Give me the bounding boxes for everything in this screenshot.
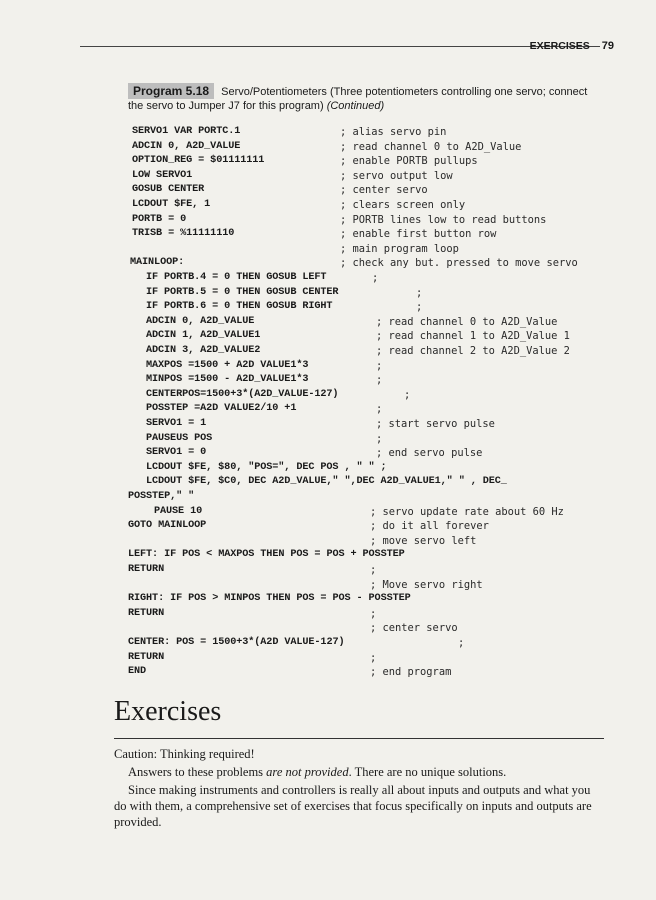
code-comment: ; enable PORTB pullups [340, 155, 478, 167]
code-statement: LCDOUT $FE, $80, "POS=", DEC POS , " " ; [146, 462, 387, 473]
code-comment: ; clears screen only [340, 199, 466, 211]
code-comment: ; [376, 360, 383, 372]
code-statement: IF PORTB.5 = 0 THEN GOSUB CENTER [146, 287, 339, 298]
code-comment: ; [372, 272, 379, 284]
running-header [530, 40, 614, 52]
code-statement: PAUSE 10 [154, 506, 203, 517]
code-statement: LCDOUT $FE, $C0, DEC A2D_VALUE," ",DEC A2D_VALUE1," " , DEC_ [146, 476, 507, 487]
code-statement: LOW SERVO1 [132, 170, 193, 181]
code-comment: ; [370, 608, 377, 620]
code-statement: GOSUB CENTER [132, 184, 205, 195]
code-statement: PAUSEUS POS [146, 433, 213, 444]
answers-text-b: . There are no unique solutions. [348, 765, 507, 779]
code-comment: ; servo output low [340, 170, 453, 182]
code-comment: ; [376, 433, 383, 445]
code-statement: IF PORTB.6 = 0 THEN GOSUB RIGHT [146, 301, 333, 312]
code-statement: ADCIN 3, A2D_VALUE2 [146, 345, 261, 356]
program-title: Servo/Potentiometers (Three potentiometers controlling one servo; connect the servo to Jumper J7 for this program) [128, 86, 588, 112]
code-statement: MAXPOS =1500 + A2D VALUE1*3 [146, 360, 309, 371]
code-statement: POSSTEP =A2D VALUE2/10 +1 [146, 403, 297, 414]
code-statement: SERVO1 = 0 [146, 447, 207, 458]
program-continued: (Continued) [326, 100, 385, 112]
code-statement: RIGHT: IF POS > MINPOS THEN POS = POS - POSSTEP [128, 593, 411, 604]
caution-text: Caution: Thinking required! [114, 747, 255, 761]
program-label: Program 5.18 [128, 83, 214, 99]
code-comment: ; read channel 1 to A2D_Value 1 [376, 330, 570, 342]
code-statement: GOTO MAINLOOP [128, 520, 207, 531]
code-comment: ; end program [370, 666, 452, 678]
running-header-section: EXERCISES [529, 40, 590, 52]
code-statement: MAINLOOP: [130, 257, 185, 268]
answers-text-em: are not provided [266, 765, 349, 779]
code-statement: LEFT: IF POS < MAXPOS THEN POS = POS + POSSTEP [128, 549, 405, 560]
page-number: 79 [601, 40, 614, 52]
intro-paragraph: Since making instruments and controllers is really all about inputs and outputs and what you do with them, a comprehensive set of exercises that focus specifically on inputs and outputs are provided. [114, 783, 592, 829]
exercises-heading: Exercises [114, 696, 222, 727]
code-statement: IF PORTB.4 = 0 THEN GOSUB LEFT [146, 272, 327, 283]
answers-text-a: Answers to these problems [128, 765, 267, 779]
code-statement: CENTERPOS=1500+3*(A2D_VALUE-127) [146, 389, 339, 400]
exercises-rule [114, 738, 604, 739]
program-caption [128, 84, 598, 113]
code-statement: ADCIN 0, A2D_VALUE [132, 141, 241, 152]
code-comment: ; read channel 0 to A2D_Value [376, 316, 558, 328]
code-statement: OPTION_REG = $01111111 [132, 155, 265, 166]
code-comment: ; [376, 403, 383, 415]
code-statement: POSSTEP," " [128, 491, 195, 502]
code-comment: ; [416, 301, 423, 313]
code-comment: ; read channel 0 to A2D_Value [340, 141, 522, 153]
code-statement: RETURN [128, 608, 165, 619]
code-comment: ; [376, 374, 383, 386]
code-statement: RETURN [128, 652, 165, 663]
header-rule [80, 46, 600, 47]
code-comment: ; center servo [340, 184, 428, 196]
code-comment: ; PORTB lines low to read buttons [340, 214, 547, 226]
code-comment: ; [370, 652, 377, 664]
code-comment: ; [416, 287, 423, 299]
code-statement: LCDOUT $FE, 1 [132, 199, 211, 210]
code-comment: ; alias servo pin [340, 126, 447, 138]
code-comment: ; servo update rate about 60 Hz [370, 506, 564, 518]
code-comment: ; read channel 2 to A2D_Value 2 [376, 345, 570, 357]
code-statement: END [128, 666, 147, 677]
code-comment: ; move servo left [370, 535, 477, 547]
code-statement: SERVO1 = 1 [146, 418, 207, 429]
code-comment: ; check any but. pressed to move servo [340, 257, 578, 269]
answers-paragraph [114, 764, 606, 780]
code-comment: ; Move servo right [370, 579, 483, 591]
code-comment: ; [458, 637, 465, 649]
code-comment: ; center servo [370, 622, 458, 634]
code-comment: ; [404, 389, 411, 401]
code-comment: ; do it all forever [370, 520, 489, 532]
code-statement: CENTER: POS = 1500+3*(A2D VALUE-127) [128, 637, 345, 648]
code-comment: ; [370, 564, 377, 576]
code-comment: ; main program loop [340, 243, 459, 255]
code-comment: ; start servo pulse [376, 418, 495, 430]
code-comment: ; enable first button row [340, 228, 497, 240]
code-statement: ADCIN 1, A2D_VALUE1 [146, 330, 261, 341]
code-comment: ; end servo pulse [376, 447, 483, 459]
code-statement: MINPOS =1500 - A2D_VALUE1*3 [146, 374, 309, 385]
code-statement: ADCIN 0, A2D_VALUE [146, 316, 255, 327]
code-statement: RETURN [128, 564, 165, 575]
code-statement: SERVO1 VAR PORTC.1 [132, 126, 241, 137]
code-statement: PORTB = 0 [132, 214, 187, 225]
code-statement: TRISB = %11111110 [132, 228, 235, 239]
